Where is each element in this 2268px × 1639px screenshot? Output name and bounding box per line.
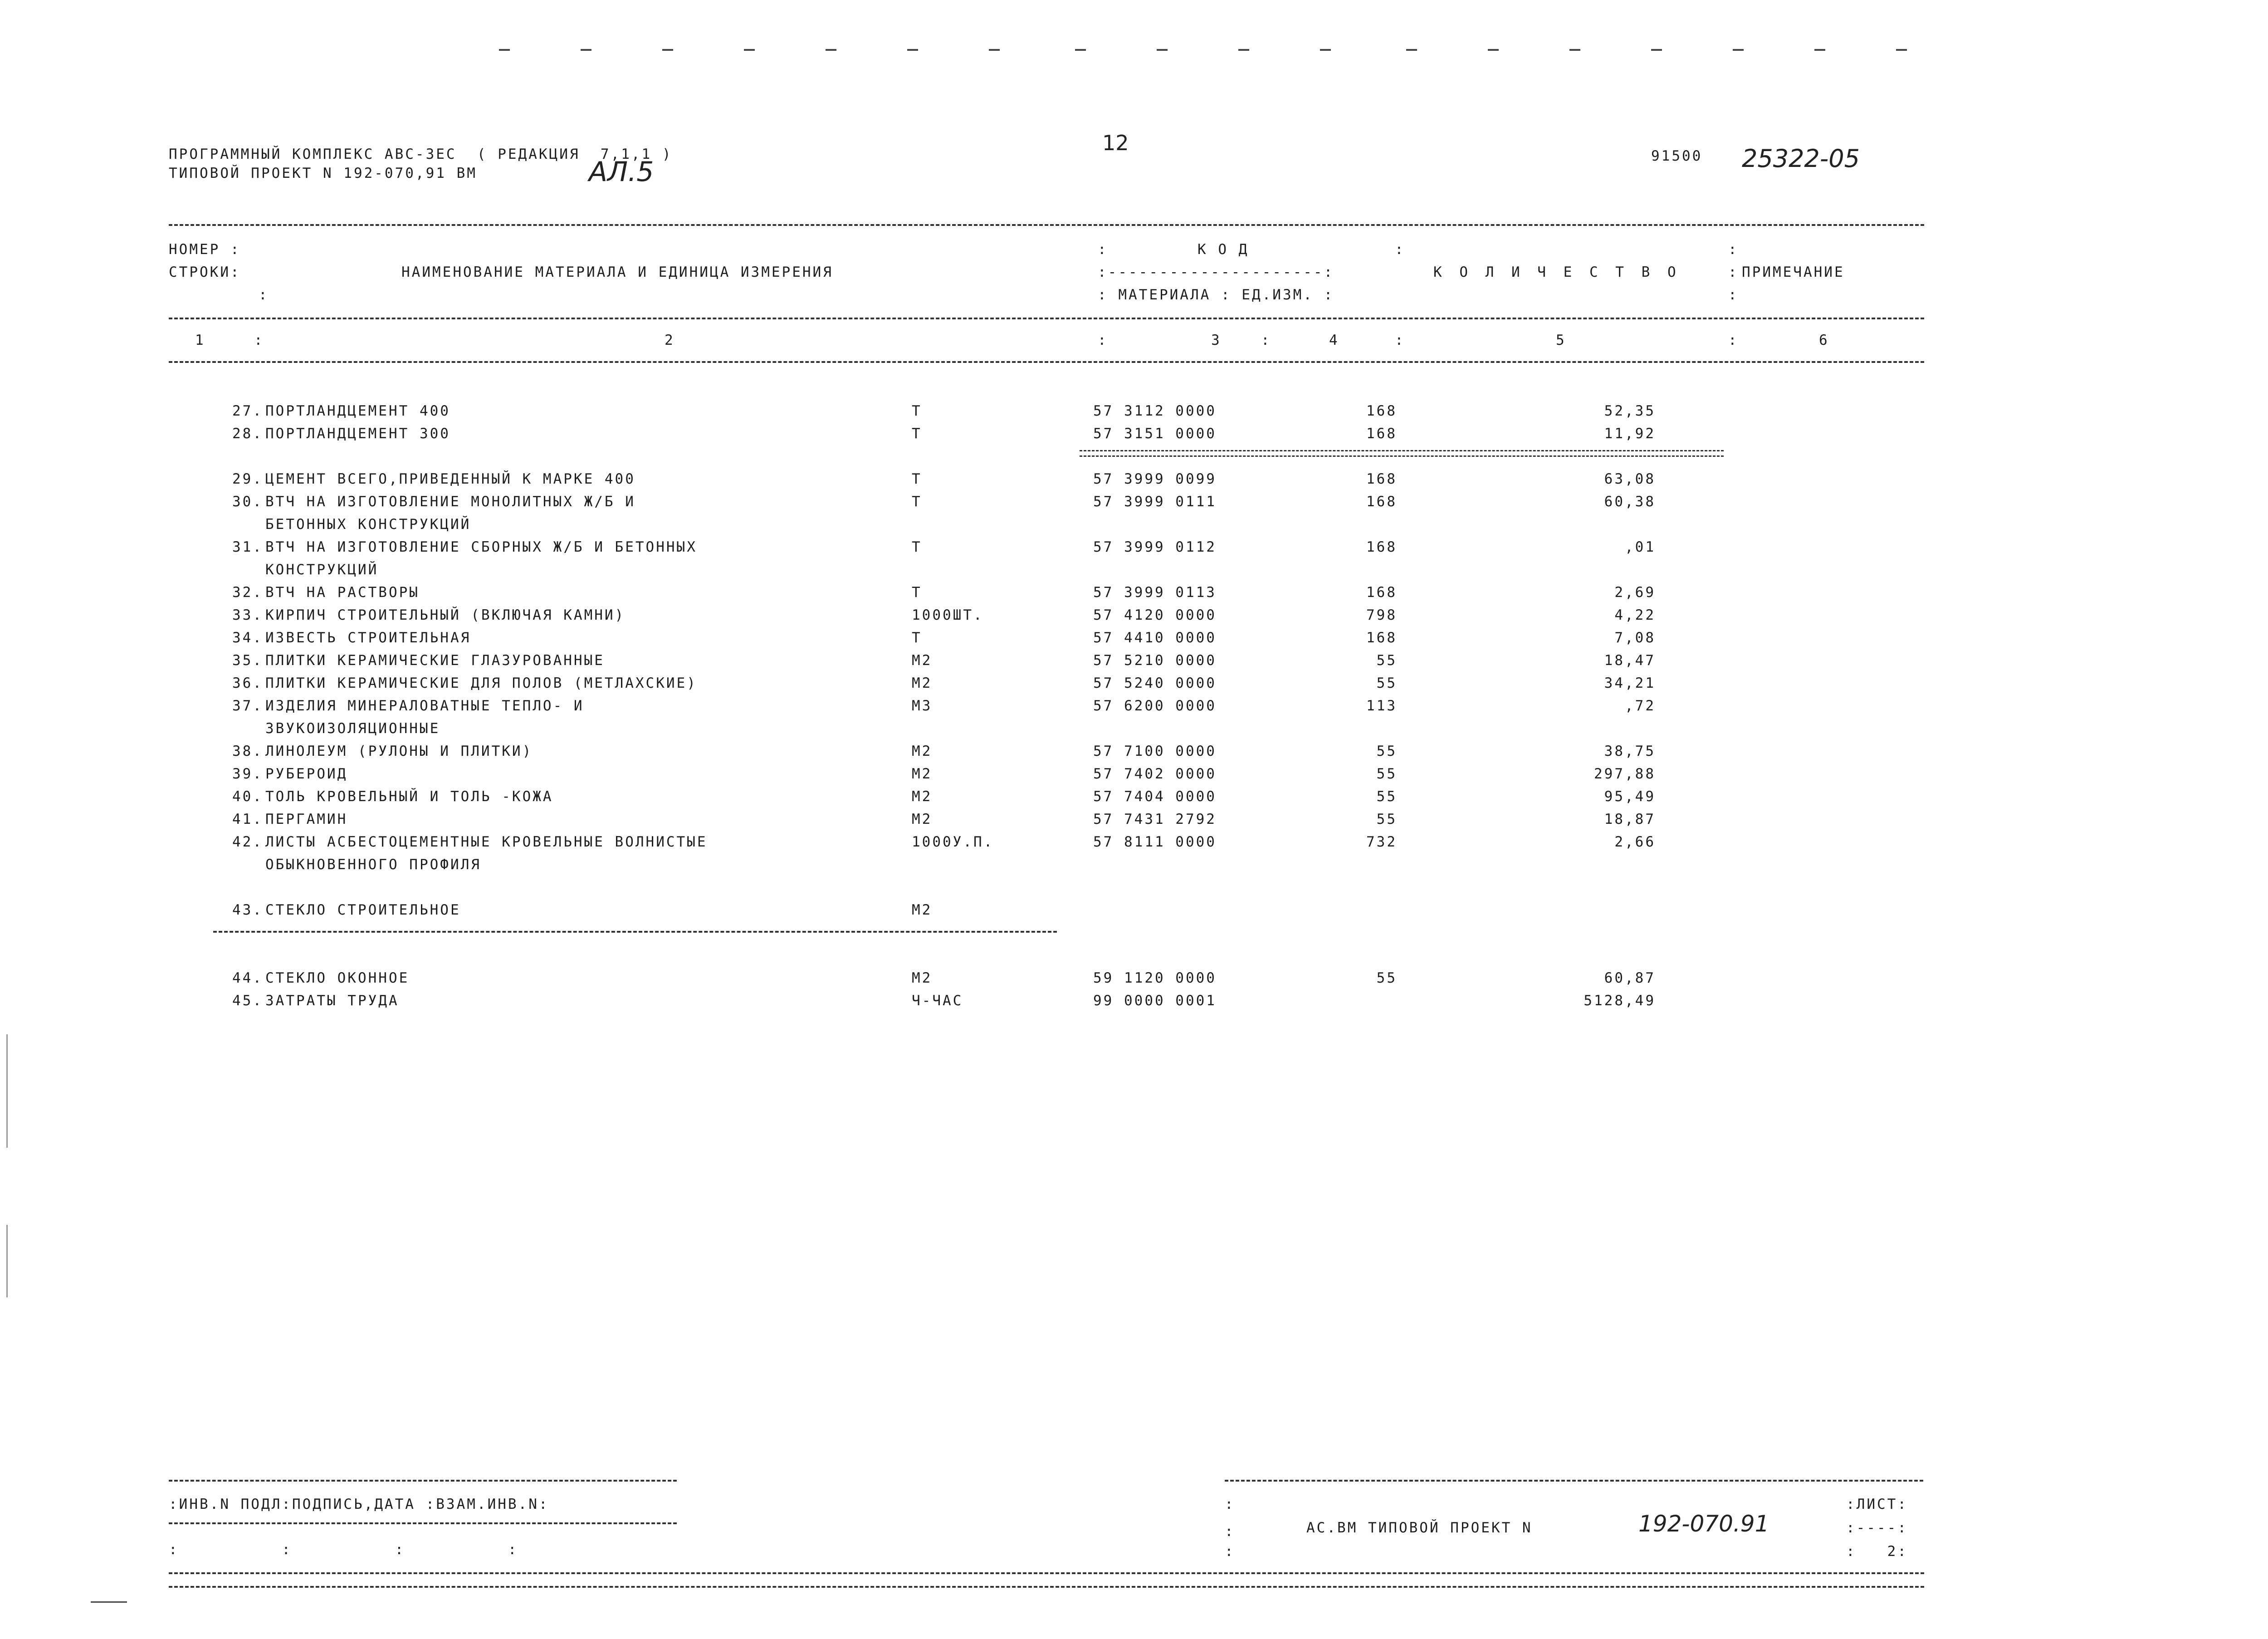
row-number: 40. xyxy=(232,788,263,805)
row-number: 41. xyxy=(232,811,263,827)
row-quantity: 34,21 xyxy=(1604,675,1656,691)
stray-mark xyxy=(581,49,591,51)
row-unit: Ч-ЧАС xyxy=(912,993,963,1009)
row-quantity: 38,75 xyxy=(1604,743,1656,759)
code-header-title: К О Д xyxy=(1198,241,1249,258)
row-name-continued: ОБЫКНОВЕННОГО ПРОФИЛЯ xyxy=(265,856,481,873)
row-name-continued: ЗВУКОИЗОЛЯЦИОННЫЕ xyxy=(265,720,440,737)
stray-mark xyxy=(1651,49,1662,51)
row-name: ИЗДЕЛИЯ МИНЕРАЛОВАТНЫЕ ТЕПЛО- И xyxy=(265,698,584,714)
title-printed: АС.ВМ ТИПОВОЙ ПРОЕКТ N xyxy=(1306,1520,1533,1536)
row-unit-code: 168 xyxy=(1366,584,1397,601)
rule xyxy=(169,1586,1924,1588)
row-number: 29. xyxy=(232,471,263,487)
qty-header: К О Л И Ч Е С Т В О xyxy=(1433,264,1681,280)
row-quantity: 7,08 xyxy=(1614,630,1656,646)
column-divider: : xyxy=(1728,332,1739,348)
scan-edge-mark xyxy=(6,1225,8,1297)
title-handwritten: 192-070.91 xyxy=(1638,1511,1769,1537)
stray-mark xyxy=(1896,49,1907,51)
row-unit: Т xyxy=(912,584,922,601)
row-code: 57 7402 0000 xyxy=(1093,766,1217,782)
project-line: ТИПОВОЙ ПРОЕКТ N 192-070,91 ВМ xyxy=(169,165,477,181)
row-unit: М2 xyxy=(912,675,933,691)
row-name: КИРПИЧ СТРОИТЕЛЬНЫЙ (ВКЛЮЧАЯ КАМНИ) xyxy=(265,607,626,623)
row-unit-code: 168 xyxy=(1366,426,1397,442)
row-code: 57 3151 0000 xyxy=(1093,426,1217,442)
row-code: 57 3999 0099 xyxy=(1093,471,1217,487)
row-number: 44. xyxy=(232,970,263,986)
row-number: 28. xyxy=(232,426,263,442)
row-number: 32. xyxy=(232,584,263,601)
row-name: ВТЧ НА ИЗГОТОВЛЕНИЕ МОНОЛИТНЫХ Ж/Б И xyxy=(265,494,635,510)
row-number: 45. xyxy=(232,993,263,1009)
row-unit: Т xyxy=(912,494,922,510)
row-number: 42. xyxy=(232,834,263,850)
row-unit-code: 55 xyxy=(1376,970,1397,986)
row-quantity: 2,69 xyxy=(1614,584,1656,601)
row-quantity: 4,22 xyxy=(1614,607,1656,623)
stray-mark xyxy=(744,49,755,51)
row-code: 57 7431 2792 xyxy=(1093,811,1217,827)
row-quantity: 11,92 xyxy=(1604,426,1656,442)
scan-edge-mark xyxy=(91,1601,127,1603)
rule xyxy=(169,224,1924,226)
row-unit-code: 168 xyxy=(1366,471,1397,487)
sheet-label: :ЛИСТ: xyxy=(1846,1496,1908,1512)
row-number: 43. xyxy=(232,902,263,918)
stray-mark xyxy=(662,49,673,51)
column-divider: : xyxy=(254,332,264,348)
colnum-2: 2 xyxy=(665,332,675,348)
row-name: ПЕРГАМИН xyxy=(265,811,348,827)
row-code: 59 1120 0000 xyxy=(1093,970,1217,986)
stray-mark xyxy=(1406,49,1417,51)
row-unit: 1000ШТ. xyxy=(912,607,984,623)
row-unit: М2 xyxy=(912,902,933,918)
row-unit-code: 55 xyxy=(1376,766,1397,782)
row-code: 57 3112 0000 xyxy=(1093,403,1217,419)
row-name: РУБЕРОИД xyxy=(265,766,348,782)
col2-header: НАИМЕНОВАНИЕ МАТЕРИАЛА И ЕДИНИЦА ИЗМЕРЕНИЯ xyxy=(401,264,833,280)
code-header-sep: :---------------------: xyxy=(1098,264,1334,280)
page-number: 12 xyxy=(1102,131,1129,155)
row-number: 39. xyxy=(232,766,263,782)
rule xyxy=(169,1480,677,1482)
row-name-continued: КОНСТРУКЦИЙ xyxy=(265,562,379,578)
row-unit: М2 xyxy=(912,743,933,759)
note-header: ПРИМЕЧАНИЕ xyxy=(1742,264,1845,280)
rule xyxy=(1225,1480,1923,1482)
code-header-sub: : МАТЕРИАЛА : ЕД.ИЗМ. : xyxy=(1098,287,1334,303)
row-name-continued: БЕТОННЫХ КОНСТРУКЦИЙ xyxy=(265,516,471,533)
colnum-1: 1 xyxy=(195,332,205,348)
row-number: 33. xyxy=(232,607,263,623)
row-number: 37. xyxy=(232,698,263,714)
rule xyxy=(169,1572,1924,1574)
row-unit-code: 55 xyxy=(1376,811,1397,827)
row-name: ПЛИТКИ КЕРАМИЧЕСКИЕ ДЛЯ ПОЛОВ (МЕТЛАХСКИЕ) xyxy=(265,675,697,691)
stray-mark xyxy=(1569,49,1580,51)
row-unit: Т xyxy=(912,539,922,555)
row-code: 57 3999 0111 xyxy=(1093,494,1217,510)
row-code: 57 7404 0000 xyxy=(1093,788,1217,805)
row-unit: М2 xyxy=(912,811,933,827)
row-code: 57 3999 0113 xyxy=(1093,584,1217,601)
doc-code-printed: 91500 xyxy=(1651,148,1703,164)
row-name: ЦЕМЕНТ ВСЕГО,ПРИВЕДЕННЫЙ К МАРКЕ 400 xyxy=(265,471,635,487)
row-number: 34. xyxy=(232,630,263,646)
stray-mark xyxy=(826,49,836,51)
row-quantity: 63,08 xyxy=(1604,471,1656,487)
row-quantity: 52,35 xyxy=(1604,403,1656,419)
row-quantity: 5128,49 xyxy=(1584,993,1656,1009)
sheet-separator: :----: xyxy=(1846,1520,1908,1536)
sheet-number: : 2: xyxy=(1846,1543,1908,1560)
row-name: ИЗВЕСТЬ СТРОИТЕЛЬНАЯ xyxy=(265,630,471,646)
colnum-6: 6 xyxy=(1819,332,1829,348)
row-name: ТОЛЬ КРОВЕЛЬНЫЙ И ТОЛЬ -КОЖА xyxy=(265,788,553,805)
row-code: 57 4120 0000 xyxy=(1093,607,1217,623)
row-quantity: 60,38 xyxy=(1604,494,1656,510)
double-rule xyxy=(1080,450,1724,457)
row-unit-code: 732 xyxy=(1366,834,1397,850)
stray-mark xyxy=(1238,49,1249,51)
column-divider: : xyxy=(1261,332,1271,348)
row-unit: Т xyxy=(912,471,922,487)
col1-header-line1: НОМЕР : xyxy=(169,241,241,258)
row-unit-code: 168 xyxy=(1366,494,1397,510)
row-name: СТЕКЛО СТРОИТЕЛЬНОЕ xyxy=(265,902,461,918)
stray-mark xyxy=(1733,49,1744,51)
row-unit-code: 55 xyxy=(1376,788,1397,805)
colon-mark: : xyxy=(1225,1523,1235,1540)
row-code: 57 5240 0000 xyxy=(1093,675,1217,691)
row-unit: Т xyxy=(912,403,922,419)
rule xyxy=(213,931,1057,933)
row-name: ЛИСТЫ АСБЕСТОЦЕМЕНТНЫЕ КРОВЕЛЬНЫЕ ВОЛНИСТЫЕ xyxy=(265,834,708,850)
row-number: 36. xyxy=(232,675,263,691)
stray-mark xyxy=(1814,49,1825,51)
row-number: 31. xyxy=(232,539,263,555)
row-name: СТЕКЛО ОКОННОЕ xyxy=(265,970,410,986)
row-name: ПЛИТКИ КЕРАМИЧЕСКИЕ ГЛАЗУРОВАННЫЕ xyxy=(265,652,605,669)
row-code: 57 7100 0000 xyxy=(1093,743,1217,759)
stray-mark xyxy=(1488,49,1499,51)
colon-mark: : xyxy=(1225,1543,1235,1560)
row-quantity: 95,49 xyxy=(1604,788,1656,805)
row-code: 57 4410 0000 xyxy=(1093,630,1217,646)
row-unit: М2 xyxy=(912,970,933,986)
program-line: ПРОГРАММНЫЙ КОМПЛЕКС АВС-3ЕС ( РЕДАКЦИЯ 7,1,1 ) xyxy=(169,146,673,162)
colon-mark: : xyxy=(1225,1496,1235,1512)
stray-mark xyxy=(499,49,510,51)
stamp-labels: :ИНВ.N ПОДЛ:ПОДПИСЬ,ДАТА :ВЗАМ.ИНВ.N: xyxy=(169,1496,549,1512)
stray-mark xyxy=(907,49,918,51)
row-unit-code: 55 xyxy=(1376,743,1397,759)
colnum-5: 5 xyxy=(1556,332,1566,348)
rule xyxy=(169,361,1924,363)
row-number: 27. xyxy=(232,403,263,419)
row-quantity: 2,66 xyxy=(1614,834,1656,850)
row-quantity: 60,87 xyxy=(1604,970,1656,986)
row-unit-code: 55 xyxy=(1376,652,1397,669)
row-name: ВТЧ НА ИЗГОТОВЛЕНИЕ СБОРНЫХ Ж/Б И БЕТОННЫХ xyxy=(265,539,697,555)
row-quantity: 297,88 xyxy=(1594,766,1656,782)
project-handwritten: АЛ.5 xyxy=(589,156,654,188)
row-unit: М2 xyxy=(912,788,933,805)
row-code: 99 0000 0001 xyxy=(1093,993,1217,1009)
stray-mark xyxy=(1075,49,1086,51)
row-name: ЗАТРАТЫ ТРУДА xyxy=(265,993,399,1009)
column-divider: : xyxy=(1728,241,1739,258)
row-quantity: ,72 xyxy=(1625,698,1656,714)
row-unit: М2 xyxy=(912,766,933,782)
stamp-empty-cells: : : : : xyxy=(169,1541,518,1558)
row-number: 30. xyxy=(232,494,263,510)
row-number: 38. xyxy=(232,743,263,759)
row-quantity: 18,47 xyxy=(1604,652,1656,669)
row-code: 57 8111 0000 xyxy=(1093,834,1217,850)
row-unit: 1000У.П. xyxy=(912,834,994,850)
rule xyxy=(169,318,1924,319)
row-unit-code: 168 xyxy=(1366,539,1397,555)
row-number: 35. xyxy=(232,652,263,669)
column-divider: : xyxy=(1395,332,1405,348)
col1-header-line3: : xyxy=(259,287,269,303)
row-name: ПОРТЛАНДЦЕМЕНТ 400 xyxy=(265,403,450,419)
row-name: ЛИНОЛЕУМ (РУЛОНЫ И ПЛИТКИ) xyxy=(265,743,533,759)
row-unit-code: 798 xyxy=(1366,607,1397,623)
row-name: ВТЧ НА РАСТВОРЫ xyxy=(265,584,420,601)
row-unit: М2 xyxy=(912,652,933,669)
row-unit-code: 55 xyxy=(1376,675,1397,691)
row-unit: Т xyxy=(912,426,922,442)
column-divider: : xyxy=(1098,241,1108,258)
stray-mark xyxy=(1320,49,1331,51)
scan-edge-mark xyxy=(6,1034,8,1148)
row-unit-code: 113 xyxy=(1366,698,1397,714)
row-name: ПОРТЛАНДЦЕМЕНТ 300 xyxy=(265,426,450,442)
column-divider: : xyxy=(1395,241,1405,258)
column-divider: : xyxy=(1728,287,1739,303)
doc-code-handwritten: 25322-05 xyxy=(1742,144,1860,173)
row-code: 57 6200 0000 xyxy=(1093,698,1217,714)
row-quantity: 18,87 xyxy=(1604,811,1656,827)
column-divider: : xyxy=(1728,264,1739,280)
colnum-4: 4 xyxy=(1329,332,1339,348)
row-code: 57 5210 0000 xyxy=(1093,652,1217,669)
row-unit: Т xyxy=(912,630,922,646)
column-divider: : xyxy=(1098,332,1108,348)
row-unit-code: 168 xyxy=(1366,630,1397,646)
row-quantity: ,01 xyxy=(1625,539,1656,555)
stray-mark xyxy=(989,49,1000,51)
rule xyxy=(169,1522,677,1524)
col1-header-line2: СТРОКИ: xyxy=(169,264,241,280)
stray-mark xyxy=(1157,49,1168,51)
row-code: 57 3999 0112 xyxy=(1093,539,1217,555)
row-unit: М3 xyxy=(912,698,933,714)
colnum-3: 3 xyxy=(1211,332,1222,348)
row-unit-code: 168 xyxy=(1366,403,1397,419)
